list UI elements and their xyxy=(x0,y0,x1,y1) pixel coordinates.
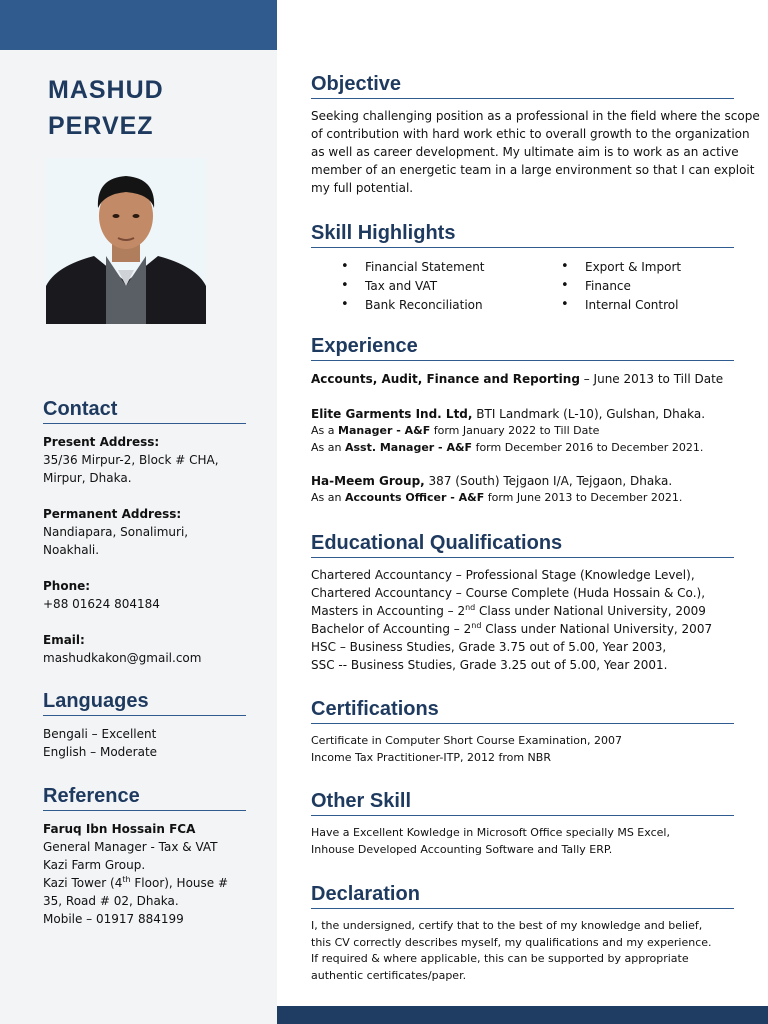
role-line: As an Accounts Officer - A&F form June 2013 to December 2021. xyxy=(311,491,683,504)
contact-heading: Contact xyxy=(43,398,246,424)
reference-mobile: Mobile – 01917 884199 xyxy=(43,912,184,926)
bottom-accent-band xyxy=(277,1006,768,1024)
contact-section xyxy=(43,433,268,667)
experience-job-elite: Elite Garments Ind. Ltd, BTI Landmark (L-10), Gulshan, Dhaka. xyxy=(311,407,706,421)
skill-item: • Financial Statement xyxy=(365,258,485,276)
email-value: mashudkakon@gmail.com xyxy=(43,651,202,665)
profile-photo xyxy=(46,158,206,324)
skill-item: • Bank Reconciliation xyxy=(365,296,483,314)
reference-heading: Reference xyxy=(43,785,246,811)
last-name: PERVEZ xyxy=(48,112,154,140)
other-skill-text: Have a Excellent Kowledge in Microsoft Office specially MS Excel, Inhouse Developed Accounting Software and Tally ERP. xyxy=(311,826,670,856)
objective-heading: Objective xyxy=(311,73,734,99)
experience-heading: Experience xyxy=(311,335,734,361)
education-item: Chartered Accountancy – Professional Stage (Knowledge Level), xyxy=(311,568,695,582)
certifications-list xyxy=(311,733,736,766)
present-address-line: 35/36 Mirpur-2, Block # CHA, xyxy=(43,453,219,467)
permanent-address-line: Nandiapara, Sonalimuri, xyxy=(43,525,189,539)
first-name: MASHUD xyxy=(48,76,164,104)
other-skill-heading: Other Skill xyxy=(311,790,734,816)
reference-address-line: 35, Road # 02, Dhaka. xyxy=(43,894,179,908)
declaration-heading: Declaration xyxy=(311,883,734,909)
language-item: Bengali – Excellent xyxy=(43,727,157,741)
skill-item: • Tax and VAT xyxy=(365,277,437,295)
phone-label: Phone: xyxy=(43,579,91,593)
reference-section xyxy=(43,820,268,928)
certifications-heading: Certifications xyxy=(311,698,734,724)
objective-text: Seeking challenging position as a professional in the field where the scope of contribution with hard work ethic to overall growth to the organization as well as career development. My ultimate aim is to work as an active member of an energetic team in a large environment so that I can exploit my full potential. xyxy=(311,109,760,195)
experience-job-elite-roles xyxy=(311,423,736,456)
skill-item: • Finance xyxy=(585,277,631,295)
education-item: HSC – Business Studies, Grade 3.75 out of 5.00, Year 2003, xyxy=(311,640,667,654)
reference-name: Faruq Ibn Hossain FCA xyxy=(43,822,196,836)
skills-list xyxy=(340,258,730,318)
languages-heading: Languages xyxy=(43,690,246,716)
education-list xyxy=(311,566,736,674)
role-line: As an Asst. Manager - A&F form December 2016 to December 2021. xyxy=(311,440,704,454)
education-item: Masters in Accounting – 2nd Class under National University, 2009 xyxy=(311,603,706,618)
top-accent-band xyxy=(0,0,277,50)
email-label: Email: xyxy=(43,633,85,647)
education-item: Chartered Accountancy – Course Complete (Huda Hossain & Co.), xyxy=(311,586,706,600)
experience-job-hameem-roles xyxy=(311,490,736,507)
education-item: Bachelor of Accounting – 2nd Class under National University, 2007 xyxy=(311,621,713,636)
experience-job-hameem: Ha-Meem Group, 387 (South) Tejgaon I/A, Tejgaon, Dhaka. xyxy=(311,474,673,488)
education-heading: Educational Qualifications xyxy=(311,532,734,558)
candidate-name xyxy=(48,72,268,144)
permanent-address-line: Noakhali. xyxy=(43,543,100,557)
declaration-text: I, the undersigned, certify that to the best of my knowledge and belief, this CV correctly describes myself, my qualifications and my experience. If required & where applicable, this can be supported by appropriate authentic certificates/paper. xyxy=(311,919,712,982)
language-item: English – Moderate xyxy=(43,745,158,759)
present-address-line: Mirpur, Dhaka. xyxy=(43,471,132,485)
certification-item: Income Tax Practitioner-ITP, 2012 from NBR xyxy=(311,750,551,764)
present-address-label: Present Address: xyxy=(43,435,160,449)
reference-title: General Manager - Tax & VAT xyxy=(43,840,218,854)
portrait-image xyxy=(46,158,206,324)
certification-item: Certificate in Computer Short Course Examination, 2007 xyxy=(311,734,622,747)
skill-item: • Internal Control xyxy=(585,296,678,314)
skill-item: • Export & Import xyxy=(585,258,681,276)
phone-value: +88 01624 804184 xyxy=(43,597,160,611)
languages-section xyxy=(43,725,268,761)
reference-company: Kazi Farm Group. xyxy=(43,858,146,872)
skills-heading: Skill Highlights xyxy=(311,222,734,248)
permanent-address-label: Permanent Address: xyxy=(43,507,182,521)
role-line: As a Manager - A&F form January 2022 to Till Date xyxy=(311,424,600,437)
experience-summary: Accounts, Audit, Finance and Reporting – June 2013 to Till Date xyxy=(311,372,724,386)
reference-address-line: Kazi Tower (4th Floor), House # xyxy=(43,875,229,890)
education-item: SSC -- Business Studies, Grade 3.25 out of 5.00, Year 2001. xyxy=(311,658,668,672)
